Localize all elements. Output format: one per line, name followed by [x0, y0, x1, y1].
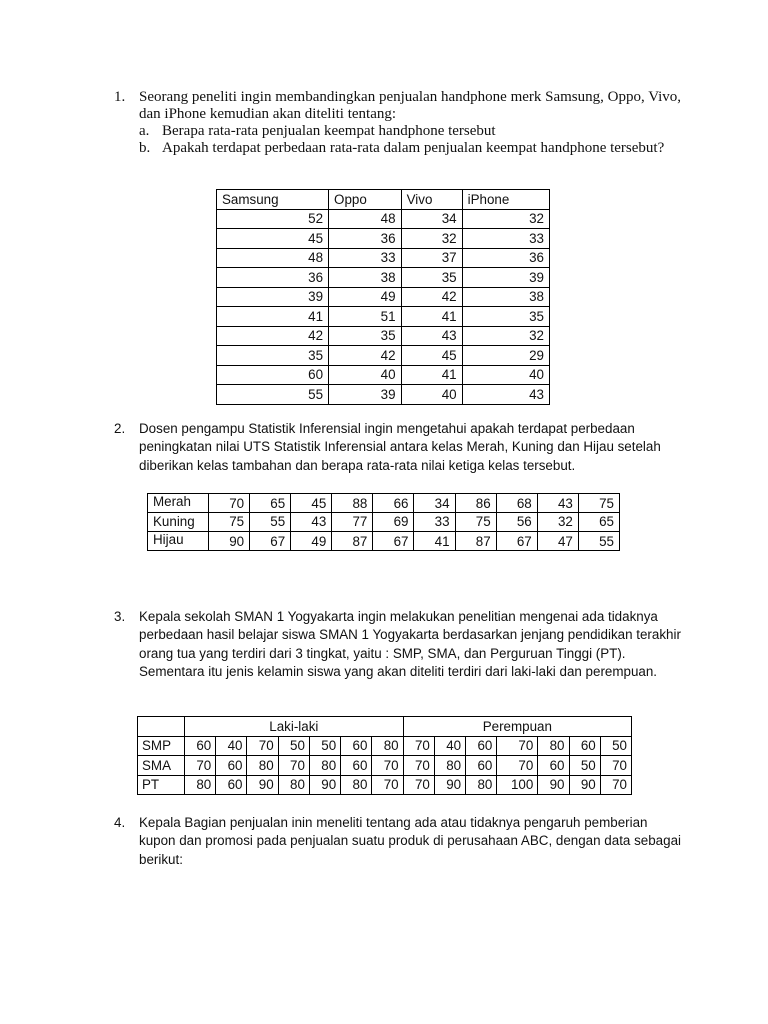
table-cell: 56: [496, 513, 537, 532]
table-row: [148, 532, 620, 551]
table-cell: 43: [462, 385, 549, 405]
table-cell: 41: [401, 307, 462, 327]
table-cell: 86: [455, 494, 496, 513]
column-header: Samsung: [217, 190, 329, 210]
table-cell: 47: [537, 532, 578, 551]
table-cell: 70: [185, 756, 216, 776]
table-row: [217, 229, 550, 249]
table-row: [138, 756, 632, 776]
table-cell: 70: [372, 775, 403, 795]
table-cell: 39: [329, 385, 402, 405]
table-row: [217, 307, 550, 327]
corner-cell: [138, 717, 185, 737]
table-cell: 67: [373, 532, 414, 551]
table-cell: 33: [462, 229, 549, 249]
table-row: [217, 326, 550, 346]
table-cell: 80: [185, 775, 216, 795]
table-cell: 90: [538, 775, 569, 795]
table-cell: 34: [414, 494, 455, 513]
table-cell: 80: [538, 736, 569, 756]
table-cell: 37: [401, 248, 462, 268]
table-cell: 60: [216, 756, 247, 776]
table-cell: 32: [462, 326, 549, 346]
table-group-header-row: [138, 717, 632, 737]
table-cell: 100: [497, 775, 538, 795]
table-cell: 80: [372, 736, 403, 756]
table-cell: 38: [329, 268, 402, 288]
row-label: Hijau: [148, 532, 209, 551]
table-cell: 35: [401, 268, 462, 288]
table-cell: 40: [401, 385, 462, 405]
group-header-perempuan: Perempuan: [403, 717, 631, 737]
table-cell: 67: [250, 532, 291, 551]
table-cell: 36: [329, 229, 402, 249]
table-cell: 87: [455, 532, 496, 551]
table-row: [217, 248, 550, 268]
question-1-text: Seorang peneliti ingin membandingkan penjualan handphone merk Samsung, Oppo, Vivo, dan iPhone kemudian akan diteliti tentang:: [139, 89, 682, 122]
table-cell: 60: [341, 756, 372, 776]
table-cell: 29: [462, 346, 549, 366]
table-cell: 66: [373, 494, 414, 513]
table-cell: 70: [497, 756, 538, 776]
table-row: [217, 209, 550, 229]
table-row: [217, 365, 550, 385]
table-cell: 90: [434, 775, 465, 795]
table-cell: 40: [462, 365, 549, 385]
table-cell: 77: [332, 513, 373, 532]
question-1: [114, 89, 684, 157]
table-cell: 90: [209, 532, 250, 551]
table-cell: 60: [216, 775, 247, 795]
question-2: [114, 420, 684, 475]
table-cell: 40: [329, 365, 402, 385]
row-label: Merah: [148, 494, 209, 513]
row-label: Kuning: [148, 513, 209, 532]
table-cell: 42: [217, 326, 329, 346]
table-cell: 80: [434, 756, 465, 776]
table-cell: 45: [291, 494, 332, 513]
table-cell: 60: [538, 756, 569, 776]
table-cell: 60: [185, 736, 216, 756]
table-cell: 75: [578, 494, 619, 513]
table-cell: 36: [217, 268, 329, 288]
table-cell: 50: [278, 736, 309, 756]
table-cell: 42: [401, 287, 462, 307]
table-row: [138, 736, 632, 756]
table-cell: 90: [309, 775, 340, 795]
table-cell: 33: [414, 513, 455, 532]
table-cell: 43: [537, 494, 578, 513]
table-cell: 33: [329, 248, 402, 268]
question-3-number: 3.: [114, 609, 126, 624]
question-3-text: Kepala sekolah SMAN 1 Yogyakarta ingin melakukan penelitian mengenai ada tidaknya perbedaan hasil belajar siswa SMAN 1 Yogyakarta berdasarkan jenjang pendidikan terakhir orang tua yang terdiri dari 3 tingkat, yaitu : SMP, SMA, dan Perguruan Tinggi (PT). Sementara itu jenis kelamin siswa yang akan diteliti terdiri dari laki-laki dan perempuan.: [139, 609, 681, 679]
table-cell: 70: [403, 756, 434, 776]
table-cell: 90: [247, 775, 278, 795]
table-cell: 51: [329, 307, 402, 327]
table-cell: 32: [401, 229, 462, 249]
question-4-text: Kepala Bagian penjualan inin meneliti tentang ada atau tidaknya pengaruh pemberian kupon dan promosi pada penjualan suatu produk di perusahaan ABC, dengan data sebagai berikut:: [139, 815, 681, 867]
table-cell: 70: [600, 756, 631, 776]
question-1-subitems: [139, 123, 684, 157]
subitem-b-label: b.: [139, 140, 151, 156]
table-cell: 38: [462, 287, 549, 307]
education-gender-table: [137, 716, 632, 795]
table-cell: 70: [497, 736, 538, 756]
table-cell: 40: [216, 736, 247, 756]
table-cell: 49: [329, 287, 402, 307]
table-cell: 80: [278, 775, 309, 795]
table-cell: 41: [217, 307, 329, 327]
table-row: [217, 346, 550, 366]
table-cell: 69: [373, 513, 414, 532]
table-cell: 43: [401, 326, 462, 346]
subitem-b-text: Apakah terdapat perbedaan rata-rata dalam penjualan keempat handphone tersebut?: [162, 140, 665, 156]
table-cell: 55: [578, 532, 619, 551]
question-2-text: Dosen pengampu Statistik Inferensial ingin mengetahui apakah terdapat perbedaan peningkatan nilai UTS Statistik Inferensial antara kelas Merah, Kuning dan Hijau setelah diberikan kelas tambahan dan berapa rata-rata nilai ketiga kelas tersebut.: [139, 421, 661, 473]
table-cell: 60: [341, 736, 372, 756]
table-cell: 60: [466, 756, 497, 776]
table-cell: 50: [569, 756, 600, 776]
table-cell: 45: [401, 346, 462, 366]
table-row: [217, 385, 550, 405]
table-cell: 55: [250, 513, 291, 532]
table-cell: 50: [309, 736, 340, 756]
table-cell: 70: [247, 736, 278, 756]
table-cell: 88: [332, 494, 373, 513]
question-2-number: 2.: [114, 421, 126, 436]
table-cell: 70: [278, 756, 309, 776]
question-1-number: 1.: [114, 89, 126, 105]
table-cell: 70: [403, 775, 434, 795]
table-cell: 49: [291, 532, 332, 551]
table-cell: 52: [217, 209, 329, 229]
question-4-number: 4.: [114, 815, 126, 830]
table-cell: 60: [466, 736, 497, 756]
row-label: PT: [138, 775, 185, 795]
table-cell: 80: [247, 756, 278, 776]
table-cell: 55: [217, 385, 329, 405]
table-header-row: [217, 190, 550, 210]
table-cell: 65: [578, 513, 619, 532]
class-score-table: [147, 493, 620, 551]
group-header-laki-laki: Laki-laki: [185, 717, 404, 737]
table-cell: 41: [401, 365, 462, 385]
table-cell: 70: [600, 775, 631, 795]
row-label: SMA: [138, 756, 185, 776]
column-header: iPhone: [462, 190, 549, 210]
table-cell: 34: [401, 209, 462, 229]
table-cell: 35: [462, 307, 549, 327]
table-cell: 48: [329, 209, 402, 229]
table-row: [138, 775, 632, 795]
table-cell: 80: [309, 756, 340, 776]
subitem-a-text: Berapa rata-rata penjualan keempat handphone tersebut: [162, 123, 496, 139]
table-row: [148, 494, 620, 513]
table-cell: 35: [217, 346, 329, 366]
table-cell: 70: [372, 756, 403, 776]
table-cell: 40: [434, 736, 465, 756]
table-cell: 67: [496, 532, 537, 551]
table-row: [148, 513, 620, 532]
table-cell: 65: [250, 494, 291, 513]
table-cell: 75: [209, 513, 250, 532]
table-cell: 90: [569, 775, 600, 795]
table-cell: 43: [291, 513, 332, 532]
column-header: Oppo: [329, 190, 402, 210]
subitem-a: [139, 123, 684, 140]
table-cell: 36: [462, 248, 549, 268]
phone-sales-table: [216, 189, 550, 405]
table-cell: 42: [329, 346, 402, 366]
table-cell: 80: [341, 775, 372, 795]
subitem-b: [139, 140, 684, 157]
column-header: Vivo: [401, 190, 462, 210]
row-label: SMP: [138, 736, 185, 756]
table-cell: 32: [462, 209, 549, 229]
table-cell: 70: [209, 494, 250, 513]
table-cell: 68: [496, 494, 537, 513]
question-3: [114, 608, 684, 681]
table-row: [217, 287, 550, 307]
subitem-a-label: a.: [139, 123, 150, 139]
table-cell: 48: [217, 248, 329, 268]
table-cell: 35: [329, 326, 402, 346]
table-cell: 32: [537, 513, 578, 532]
table-cell: 41: [414, 532, 455, 551]
table-row: [217, 268, 550, 288]
table-cell: 80: [466, 775, 497, 795]
table-cell: 50: [600, 736, 631, 756]
question-4: [114, 814, 684, 869]
table-cell: 45: [217, 229, 329, 249]
table-cell: 39: [462, 268, 549, 288]
table-cell: 60: [217, 365, 329, 385]
table-cell: 39: [217, 287, 329, 307]
table-cell: 75: [455, 513, 496, 532]
table-cell: 60: [569, 736, 600, 756]
table-cell: 87: [332, 532, 373, 551]
table-cell: 70: [403, 736, 434, 756]
